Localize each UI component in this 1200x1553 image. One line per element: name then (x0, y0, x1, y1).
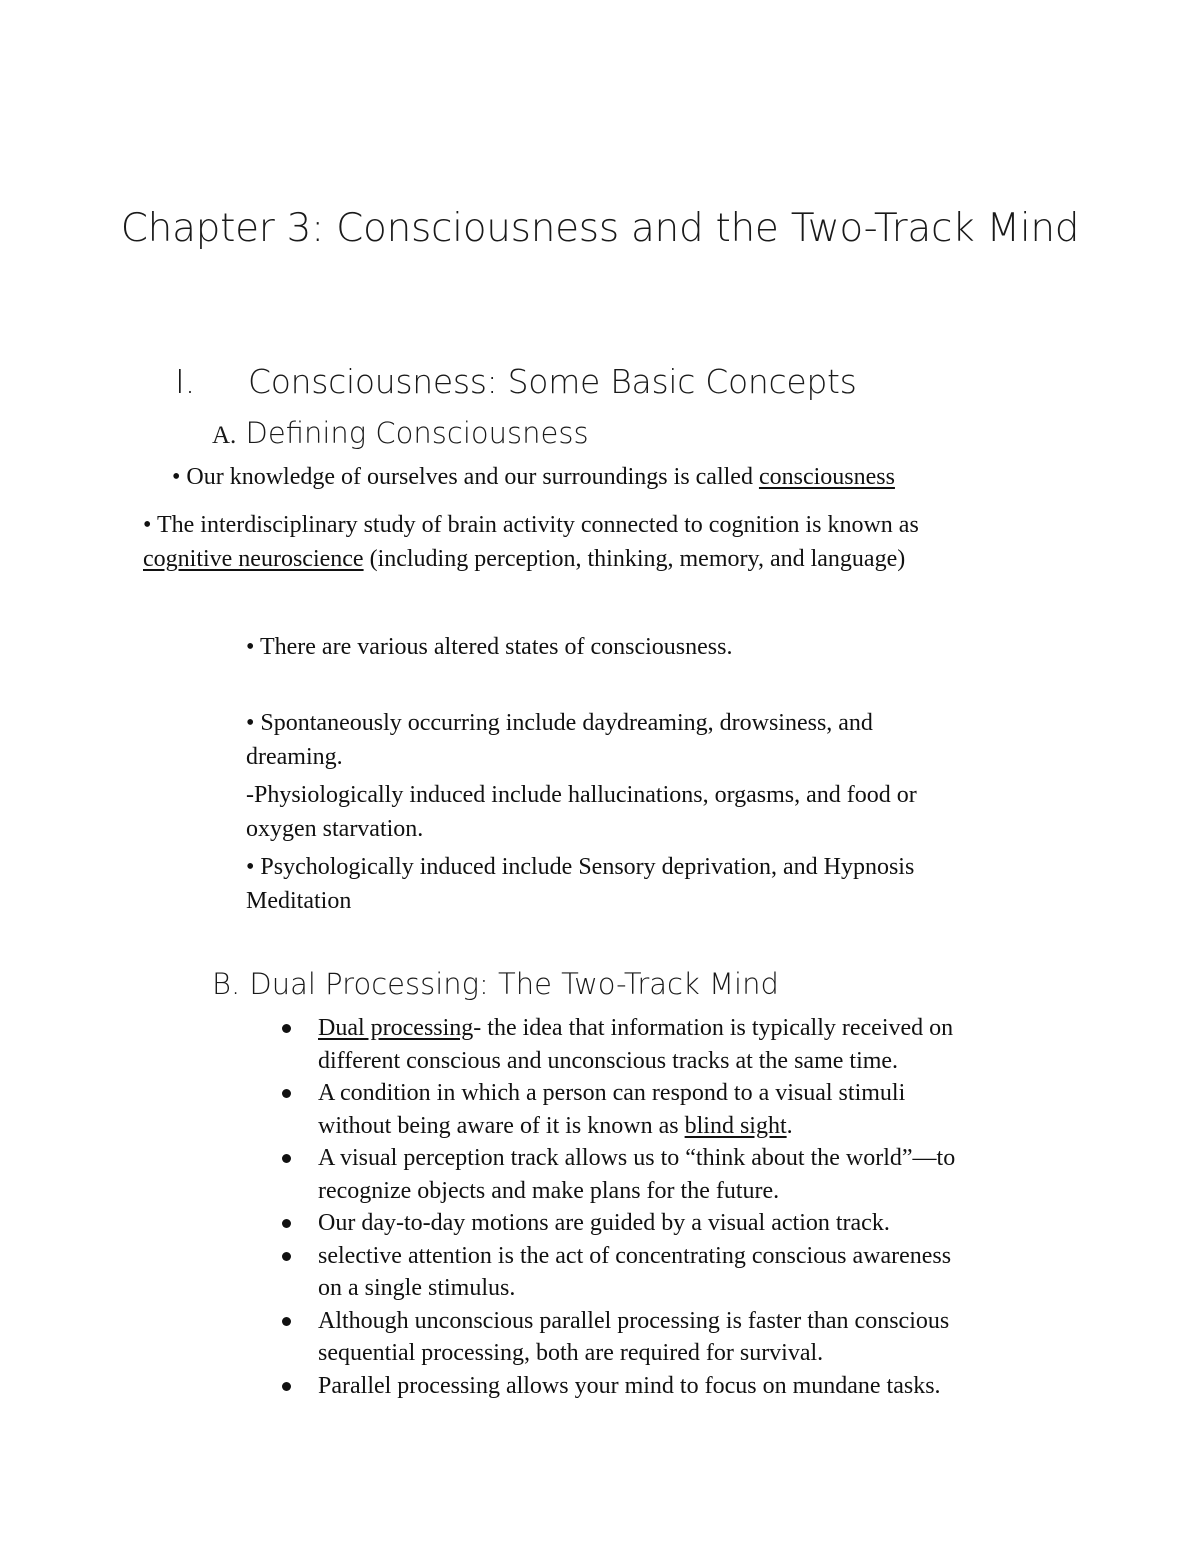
subsection-title: Defining Consciousness (245, 416, 589, 450)
list-item-line: A visual perception track allows us to “think about the world”—to (318, 1145, 956, 1171)
list-item-line: Our day-to-day motions are guided by a visual action track. (318, 1210, 890, 1236)
bullet-dot-icon (282, 1252, 291, 1261)
list-item (280, 1207, 1080, 1240)
bullet-physiological-line2: oxygen starvation. (246, 816, 424, 842)
subsection-heading-b: B. Dual Processing: The Two-Track Mind (212, 967, 779, 1001)
term-cognitive-neuroscience: cognitive neuroscience (143, 546, 364, 572)
bullet-text: • Our knowledge of ourselves and our surroundings is called (172, 464, 759, 490)
list-item-line: sequential processing, both are required for survival. (318, 1340, 824, 1366)
bullet-dot-icon (282, 1219, 291, 1228)
bullet-consciousness (172, 460, 895, 494)
list-item (280, 1142, 1080, 1207)
bullet-spontaneous-line2: dreaming. (246, 744, 343, 770)
bullet-spontaneous-line1: • Spontaneously occurring include daydreaming, drowsiness, and (246, 710, 873, 736)
bullet-psychological-line2: Meditation (246, 888, 352, 914)
list-item-line: recognize objects and make plans for the future. (318, 1177, 780, 1204)
bullet-dot-icon (282, 1317, 291, 1326)
list-item-line: selective attention is the act of concentrating conscious awareness (318, 1242, 952, 1269)
list-item-text: . (786, 1112, 793, 1139)
dual-processing-list (280, 1012, 1080, 1402)
bullet-cognitive-neuroscience-line1: • The interdisciplinary study of brain activity connected to cognition is known as (143, 512, 919, 538)
bullet-dot-icon (282, 1089, 291, 1098)
subsection-letter: A. (212, 422, 237, 449)
list-item-line (318, 1012, 1080, 1045)
bullet-cognitive-neuroscience-line2 (143, 542, 905, 576)
list-item-line: on a single stimulus. (318, 1275, 516, 1301)
term-blind-sight: blind sight (684, 1112, 787, 1139)
section-number: I. (175, 362, 196, 401)
bullet-dot-icon (282, 1154, 291, 1163)
term-consciousness: consciousness (758, 464, 895, 490)
list-item (280, 1370, 1080, 1403)
list-item (280, 1305, 1080, 1370)
list-item (280, 1240, 1080, 1305)
list-item-text: without being aware of it is known as (318, 1112, 685, 1139)
term-dual-processing: Dual processing (318, 1015, 474, 1041)
list-item-line: Although unconscious parallel processing is faster than conscious (318, 1307, 950, 1334)
bullet-dot-icon (282, 1382, 291, 1391)
page-title: Chapter 3: Consciousness and the Two-Track Mind (120, 206, 1080, 251)
bullet-physiological-line1: -Physiologically induced include hallucinations, orgasms, and food or (246, 782, 917, 808)
subsection-heading-a (212, 412, 589, 457)
list-item-text: - the idea that information is typically received on (473, 1015, 954, 1041)
list-item-line: different conscious and unconscious tracks at the same time. (318, 1047, 899, 1074)
bullet-dot-icon (282, 1024, 291, 1033)
bullet-psychological-line1: • Psychologically induced include Sensory deprivation, and Hypnosis (246, 854, 915, 880)
list-item-line (318, 1110, 1080, 1143)
list-item (280, 1012, 1080, 1077)
bullet-text: (including perception, thinking, memory, and language) (363, 546, 906, 572)
list-item-line: A condition in which a person can respond to a visual stimuli (318, 1080, 906, 1106)
list-item-line: Parallel processing allows your mind to focus on mundane tasks. (318, 1372, 941, 1399)
section-heading: Consciousness: Some Basic Concepts (248, 362, 857, 401)
bullet-altered-states: • There are various altered states of consciousness. (246, 634, 733, 660)
list-item (280, 1077, 1080, 1142)
